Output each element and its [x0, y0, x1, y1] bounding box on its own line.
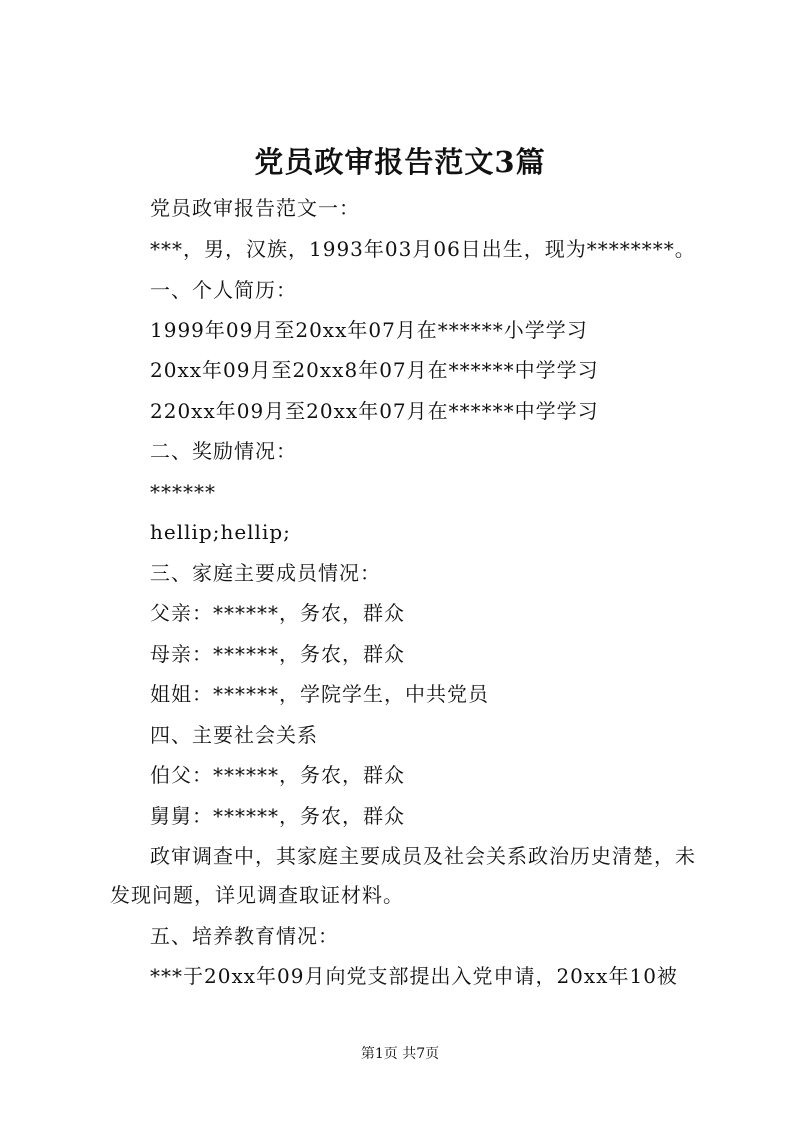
awards-line: ****** — [150, 480, 216, 504]
section-heading-family: 三、家庭主要成员情况： — [150, 561, 381, 585]
resume-line: 220xx年09月至20xx年07月在******中学学习 — [150, 399, 599, 423]
paragraph-line: 发现问题，详见调查取证材料。 — [110, 883, 404, 907]
section-heading-education: 五、培养教育情况： — [150, 924, 339, 948]
page-footer: 第1页 共7页 — [360, 1046, 440, 1062]
document-title: 党员政审报告范文3篇 — [254, 145, 546, 179]
resume-line: 20xx年09月至20xx8年07月在******中学学习 — [150, 358, 599, 382]
paragraph-line: 政审调查中，其家庭主要成员及社会关系政治历史清楚，未 — [150, 844, 696, 868]
personal-info-line: ***，男，汉族，1993年03月06日出生，现为********。 — [150, 237, 696, 261]
awards-line: hellip;hellip; — [150, 520, 291, 544]
family-member-line: 母亲：******，务农，群众 — [150, 642, 405, 666]
section-heading-resume: 一、个人简历： — [150, 278, 297, 302]
section-heading-social: 四、主要社会关系 — [150, 723, 318, 747]
family-member-line: 父亲：******，务农，群众 — [150, 601, 405, 625]
family-member-line: 姐姐：******，学院学生，中共党员 — [150, 682, 489, 706]
paragraph-line: ***于20xx年09月向党支部提出入党申请，20xx年10被 — [150, 964, 678, 988]
resume-line: 1999年09月至20xx年07月在******小学学习 — [150, 318, 588, 342]
section-heading-essay-one: 党员政审报告范文一： — [150, 196, 360, 220]
social-relation-line: 舅舅：******，务农，群众 — [150, 804, 405, 828]
section-heading-awards: 二、奖励情况： — [150, 439, 297, 463]
social-relation-line: 伯父：******，务农，群众 — [150, 763, 405, 787]
